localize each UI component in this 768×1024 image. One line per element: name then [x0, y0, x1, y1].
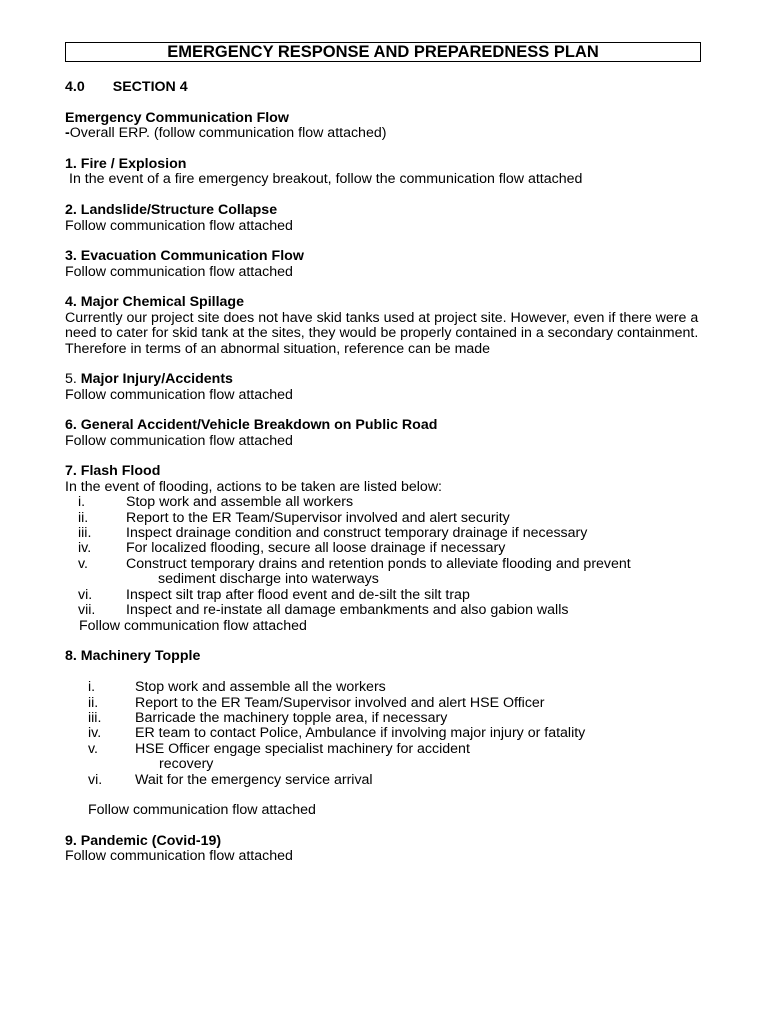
landslide-text: Follow communication flow attached	[65, 218, 293, 234]
list-item: HSE Officer engage specialist machinery for accident	[135, 741, 470, 757]
injury-text: Follow communication flow attached	[65, 387, 293, 403]
flood-intro: In the event of flooding, actions to be taken are listed below:	[65, 479, 443, 495]
list-item: Construct temporary drains and retention ponds to alleviate flooding and prevent	[126, 556, 631, 572]
list-number: v.	[88, 741, 98, 757]
section-label: SECTION 4	[112, 79, 188, 95]
pandemic-text: Follow communication flow attached	[65, 848, 293, 864]
flood-follow: Follow communication flow attached	[79, 618, 307, 634]
fire-heading: 1. Fire / Explosion	[65, 156, 187, 172]
list-item: Barricade the machinery topple area, if necessary	[135, 710, 448, 726]
list-number: i.	[88, 679, 96, 695]
fire-text: In the event of a fire emergency breakout, follow the communication flow attached	[69, 171, 583, 187]
comm-flow-text	[65, 126, 386, 141]
list-number: i.	[78, 494, 86, 510]
chemical-heading: 4. Major Chemical Spillage	[65, 294, 244, 310]
list-item: Inspect silt trap after flood event and de-silt the silt trap	[126, 587, 470, 603]
chemical-line: Therefore in terms of an abnormal situation, reference can be made	[65, 341, 491, 357]
list-number: iv.	[78, 540, 92, 556]
list-item: Inspect and re-instate all damage embankments and also gabion walls	[126, 602, 569, 618]
list-item: ER team to contact Police, Ambulance if involving major injury or fatality	[135, 725, 586, 741]
list-item-continuation: recovery	[159, 756, 214, 772]
list-number: v.	[78, 556, 88, 572]
list-number: ii.	[78, 510, 89, 526]
evacuation-heading: 3. Evacuation Communication Flow	[65, 248, 304, 264]
pandemic-heading: 9. Pandemic (Covid-19)	[65, 833, 222, 849]
injury-heading	[65, 372, 233, 387]
chemical-line: need to cater for skid tank at the sites, they would be properly contained in a secondary containment.	[65, 325, 699, 341]
chemical-line: Currently our project site does not have skid tanks used at project site. However, even if there were a	[65, 310, 699, 326]
list-item: Report to the ER Team/Supervisor involved and alert HSE Officer	[135, 695, 545, 711]
document-title: EMERGENCY RESPONSE AND PREPAREDNESS PLAN	[65, 42, 701, 62]
landslide-heading: 2. Landslide/Structure Collapse	[65, 202, 278, 218]
injury-title: Major Injury/Accidents	[80, 371, 233, 387]
road-heading: 6. General Accident/Vehicle Breakdown on Public Road	[65, 417, 438, 433]
road-text: Follow communication flow attached	[65, 433, 293, 449]
list-number: vi.	[88, 772, 103, 788]
section-header	[65, 80, 188, 95]
list-number: iii.	[88, 710, 102, 726]
list-number: iv.	[88, 725, 102, 741]
flood-heading: 7. Flash Flood	[65, 463, 161, 479]
dash-bullet: -	[65, 125, 70, 141]
list-number: vi.	[78, 587, 93, 603]
machinery-follow: Follow communication flow attached	[88, 802, 316, 818]
list-item: Stop work and assemble all the workers	[135, 679, 386, 695]
list-item: Report to the ER Team/Supervisor involved and alert security	[126, 510, 510, 526]
list-item-continuation: sediment discharge into waterways	[158, 571, 379, 587]
list-number: vii.	[78, 602, 96, 618]
comm-flow-body: Overall ERP. (follow communication flow attached)	[69, 125, 387, 141]
comm-flow-heading: Emergency Communication Flow	[65, 110, 289, 126]
list-item: Stop work and assemble all workers	[126, 494, 354, 510]
machinery-heading: 8. Machinery Topple	[65, 648, 201, 664]
evacuation-text: Follow communication flow attached	[65, 264, 293, 280]
list-item: Inspect drainage condition and construct temporary drainage if necessary	[126, 525, 588, 541]
injury-number: 5.	[65, 371, 81, 387]
list-number: iii.	[78, 525, 92, 541]
list-number: ii.	[88, 695, 99, 711]
list-item: Wait for the emergency service arrival	[135, 772, 373, 788]
list-item: For localized flooding, secure all loose drainage if necessary	[126, 540, 506, 556]
section-number: 4.0	[65, 79, 85, 95]
